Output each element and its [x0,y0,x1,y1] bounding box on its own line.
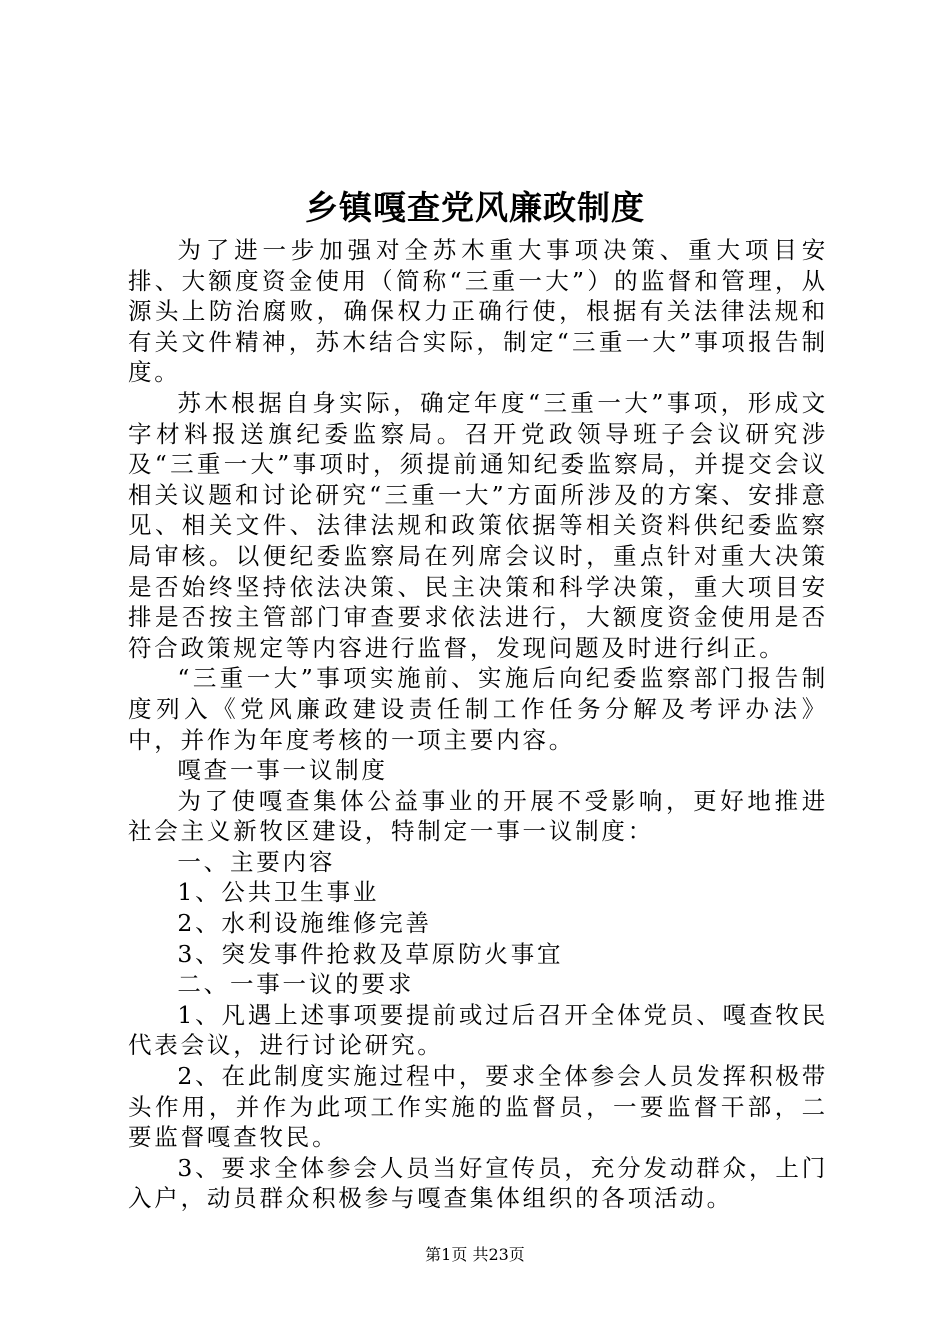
paragraph: “三重一大”事项实施前、实施后向纪委监察部门报告制度列入《党风廉政建设责任制工作任务分解及考评办法》中，并作为年度考核的一项主要内容。 [128,664,828,754]
paragraph: 苏木根据自身实际，确定年度“三重一大”事项，形成文字材料报送旗纪委监察局。召开党政领导班子会议研究涉及“三重一大”事项时，须提前通知纪委监察局，并提交会议相关议题和讨论研究“三重一大”方面所涉及的方案、安排意见、相关文件、法律法规和政策依据等相关资料供纪委监察局审核。以便纪委监察局在列席会议时，重点针对重大决策是否始终坚持依法决策、民主决策和科学决策，重大项目安排是否按主管部门审查要求依法进行，大额度资金使用是否符合政策规定等内容进行监督，发现问题及时进行纠正。 [128,388,828,662]
list-item: 3、要求全体参会人员当好宣传员，充分发动群众，上门入户，动员群众积极参与嘎查集体组织的各项活动。 [128,1153,828,1213]
list-item: 2、在此制度实施过程中，要求全体参会人员发挥积极带头作用，并作为此项工作实施的监督员，一要监督干部，二要监督嘎查牧民。 [128,1062,828,1152]
list-item: 2、水利设施维修完善 [177,909,432,938]
paragraph: 为了使嘎查集体公益事业的开展不受影响，更好地推进社会主义新牧区建设，特制定一事一议制度： [128,786,828,846]
list-item: 3、突发事件抢救及草原防火事宜 [177,939,564,968]
section-heading: 嘎查一事一议制度 [177,756,388,785]
list-item: 1、公共卫生事业 [177,878,380,907]
document-body [128,235,828,1214]
document-title: 乡镇嘎查党风廉政制度 [305,188,645,227]
list-item: 1、凡遇上述事项要提前或过后召开全体党员、嘎查牧民代表会议，进行讨论研究。 [128,1000,828,1060]
paragraph: 为了进一步加强对全苏木重大事项决策、重大项目安排、大额度资金使用（简称“三重一大”）的监督和管理，从源头上防治腐败，确保权力正确行使，根据有关法律法规和有关文件精神，苏木结合实际，制定“三重一大”事项报告制度。 [128,236,828,387]
section-heading: 一、主要内容 [177,847,336,876]
section-heading: 二、一事一议的要求 [177,970,415,999]
page-number: 第1页 共23页 [425,1245,525,1264]
